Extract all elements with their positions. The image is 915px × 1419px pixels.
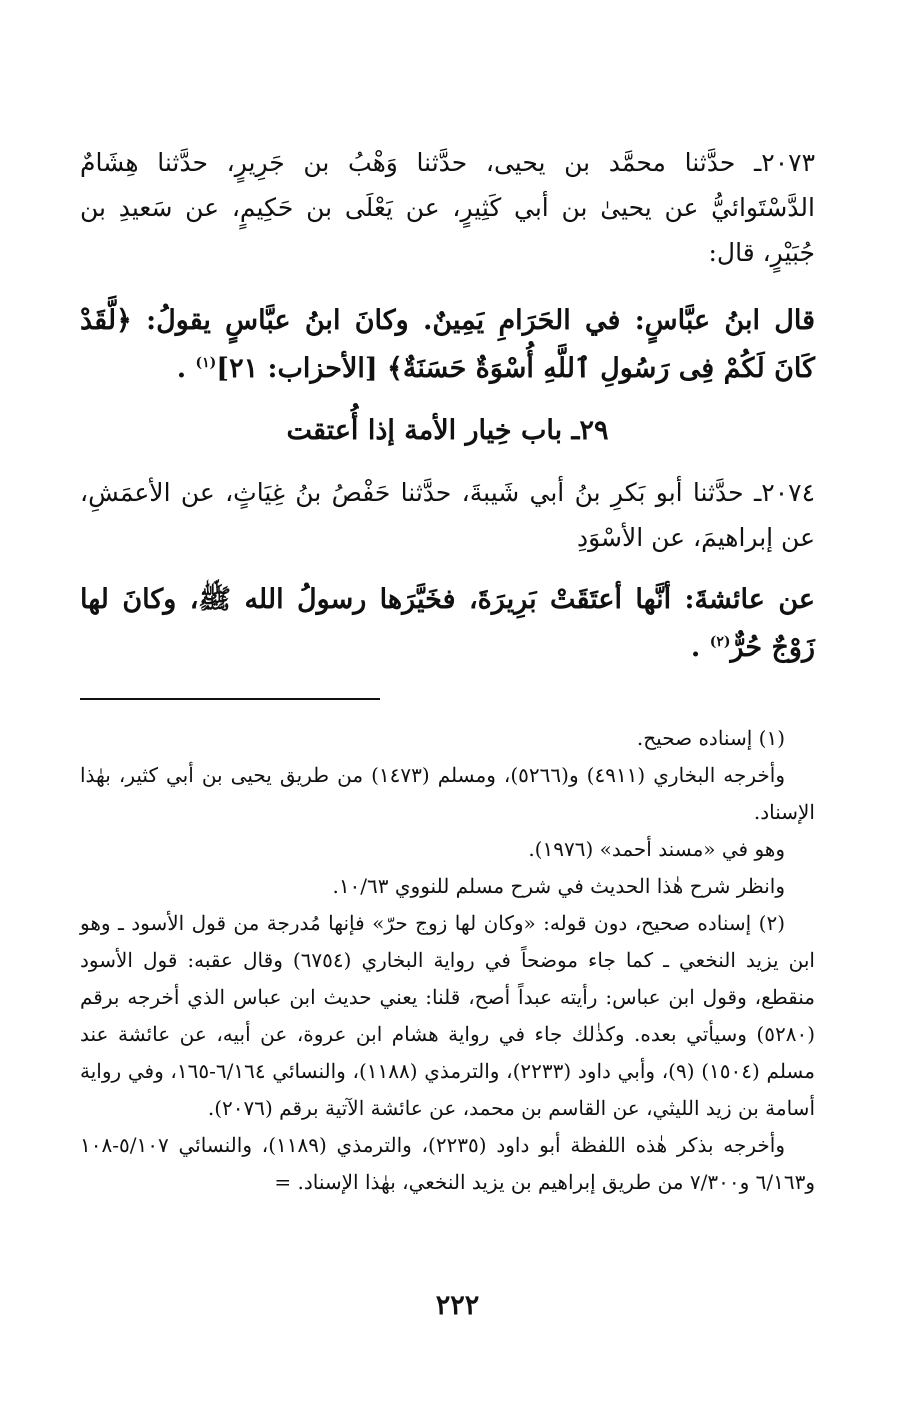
page-body (80, 140, 815, 1201)
hadith-2073-matn (80, 297, 815, 393)
footnote-1-line: وهو في «مسند أحمد» (١٩٧٦). (528, 837, 785, 861)
quran-reference: [الأحزاب: ٢١] (216, 353, 378, 384)
hadith-2073-end: . (176, 353, 187, 384)
hadith-2074-end: . (690, 632, 701, 663)
hadith-2074-isnad: ٢٠٧٤ـ حدَّثنا أبو بَكرِ بنُ أبي شَيبةَ، حدَّثنا حَفْصُ بنُ غِيَاثٍ، عن الأعمَشِ، عن إبراهيمَ، عن الأسْوَدِ (80, 478, 815, 552)
footnote-marker-1: (١) (195, 355, 217, 371)
page-number: ٢٢٢ (435, 1290, 480, 1321)
footnote-1-line: وأخرجه البخاري (٤٩١١) و(٥٢٦٦)، ومسلم (١٤٧٣) من طريق يحيى بن أبي كثير، بهٰذا الإسناد. (80, 763, 815, 824)
footnote-divider (80, 698, 380, 700)
hadith-2074-matn (80, 576, 815, 672)
footnote-2-line: (٢) إسناده صحيح، دون قوله: «وكان لها زوج حرّ» فإنها مُدرجة من قول الأسود ـ وهو ابن يزيد النخعي ـ كما جاء موضحاً في رواية البخاري (٦٧٥٤) وقال عقبه: قول الأسود منقطع، وقول ابن عباس: رأيته عبداً أصح، قلنا: يعني حديث ابن عباس الذي أخرجه برقم (٥٢٨٠) وسيأتي بعده. وكذٰلك جاء في رواية هشام ابن عروة، عن أبيه، عن عائشة عند مسلم (١٥٠٤) (٩)، وأبي داود (٢٢٣٣)، والترمذي (١١٨٨)، والنسائي ٦/١٦٤-١٦٥، وفي رواية أسامة بن زيد الليثي، عن القاسم بن محمد، عن عائشة الآتية برقم (٢٠٧٦). (80, 911, 815, 1120)
hadith-2073-matn-text: قال ابنُ عبَّاسٍ: في الحَرَامِ يَمِينٌ. وكانَ ابنُ عبَّاسٍ يقولُ: (146, 305, 815, 336)
quran-verse: ﴿لَّقَدْ كَانَ لَكُمْ فِى رَسُولِ ٱللَّهِ أُسْوَةٌ حَسَنَةٌ﴾ (80, 305, 815, 384)
chapter-heading: ٢٩ـ باب خِيار الأمة إذا أُعتقت (286, 415, 609, 446)
footnote-1-line: وانظر شرح هٰذا الحديث في شرح مسلم للنووي ١٠/٦٣. (332, 874, 785, 898)
footnote-marker-2: (٢) (709, 634, 731, 650)
hadith-2073-isnad: ٢٠٧٣ـ حدَّثنا محمَّد بن يحيى، حدَّثنا وَهْبُ بن جَرِيرٍ، حدَّثنا هِشَامٌ الدَّسْتَوائيُّ عن يحيىٰ بن أبي كَثِيرٍ، عن يَعْلَى بن حَكِيمٍ، عن سَعيدِ بن جُبَيْرٍ، قال: (80, 148, 815, 267)
footnote-2-line: وأخرجه بذكر هٰذه اللفظة أبو داود (٢٢٣٥)، والترمذي (١١٨٩)، والنسائي ٥/١٠٧-١٠٨ و٦/١٦٣ و٧/٣٠٠ من طريق إبراهيم بن يزيد النخعي، بهٰذا الإسناد. = (80, 1133, 815, 1194)
hadith-2074-matn-text: عن عائشةَ: أنَّها أعتَقَتْ بَرِيرَةَ، فخَيَّرَها رسولُ الله ﷺ، وكانَ لها زَوْجٌ حُرٌّ (80, 584, 815, 663)
footnote-1-line: (١) إسناده صحيح. (636, 726, 785, 750)
